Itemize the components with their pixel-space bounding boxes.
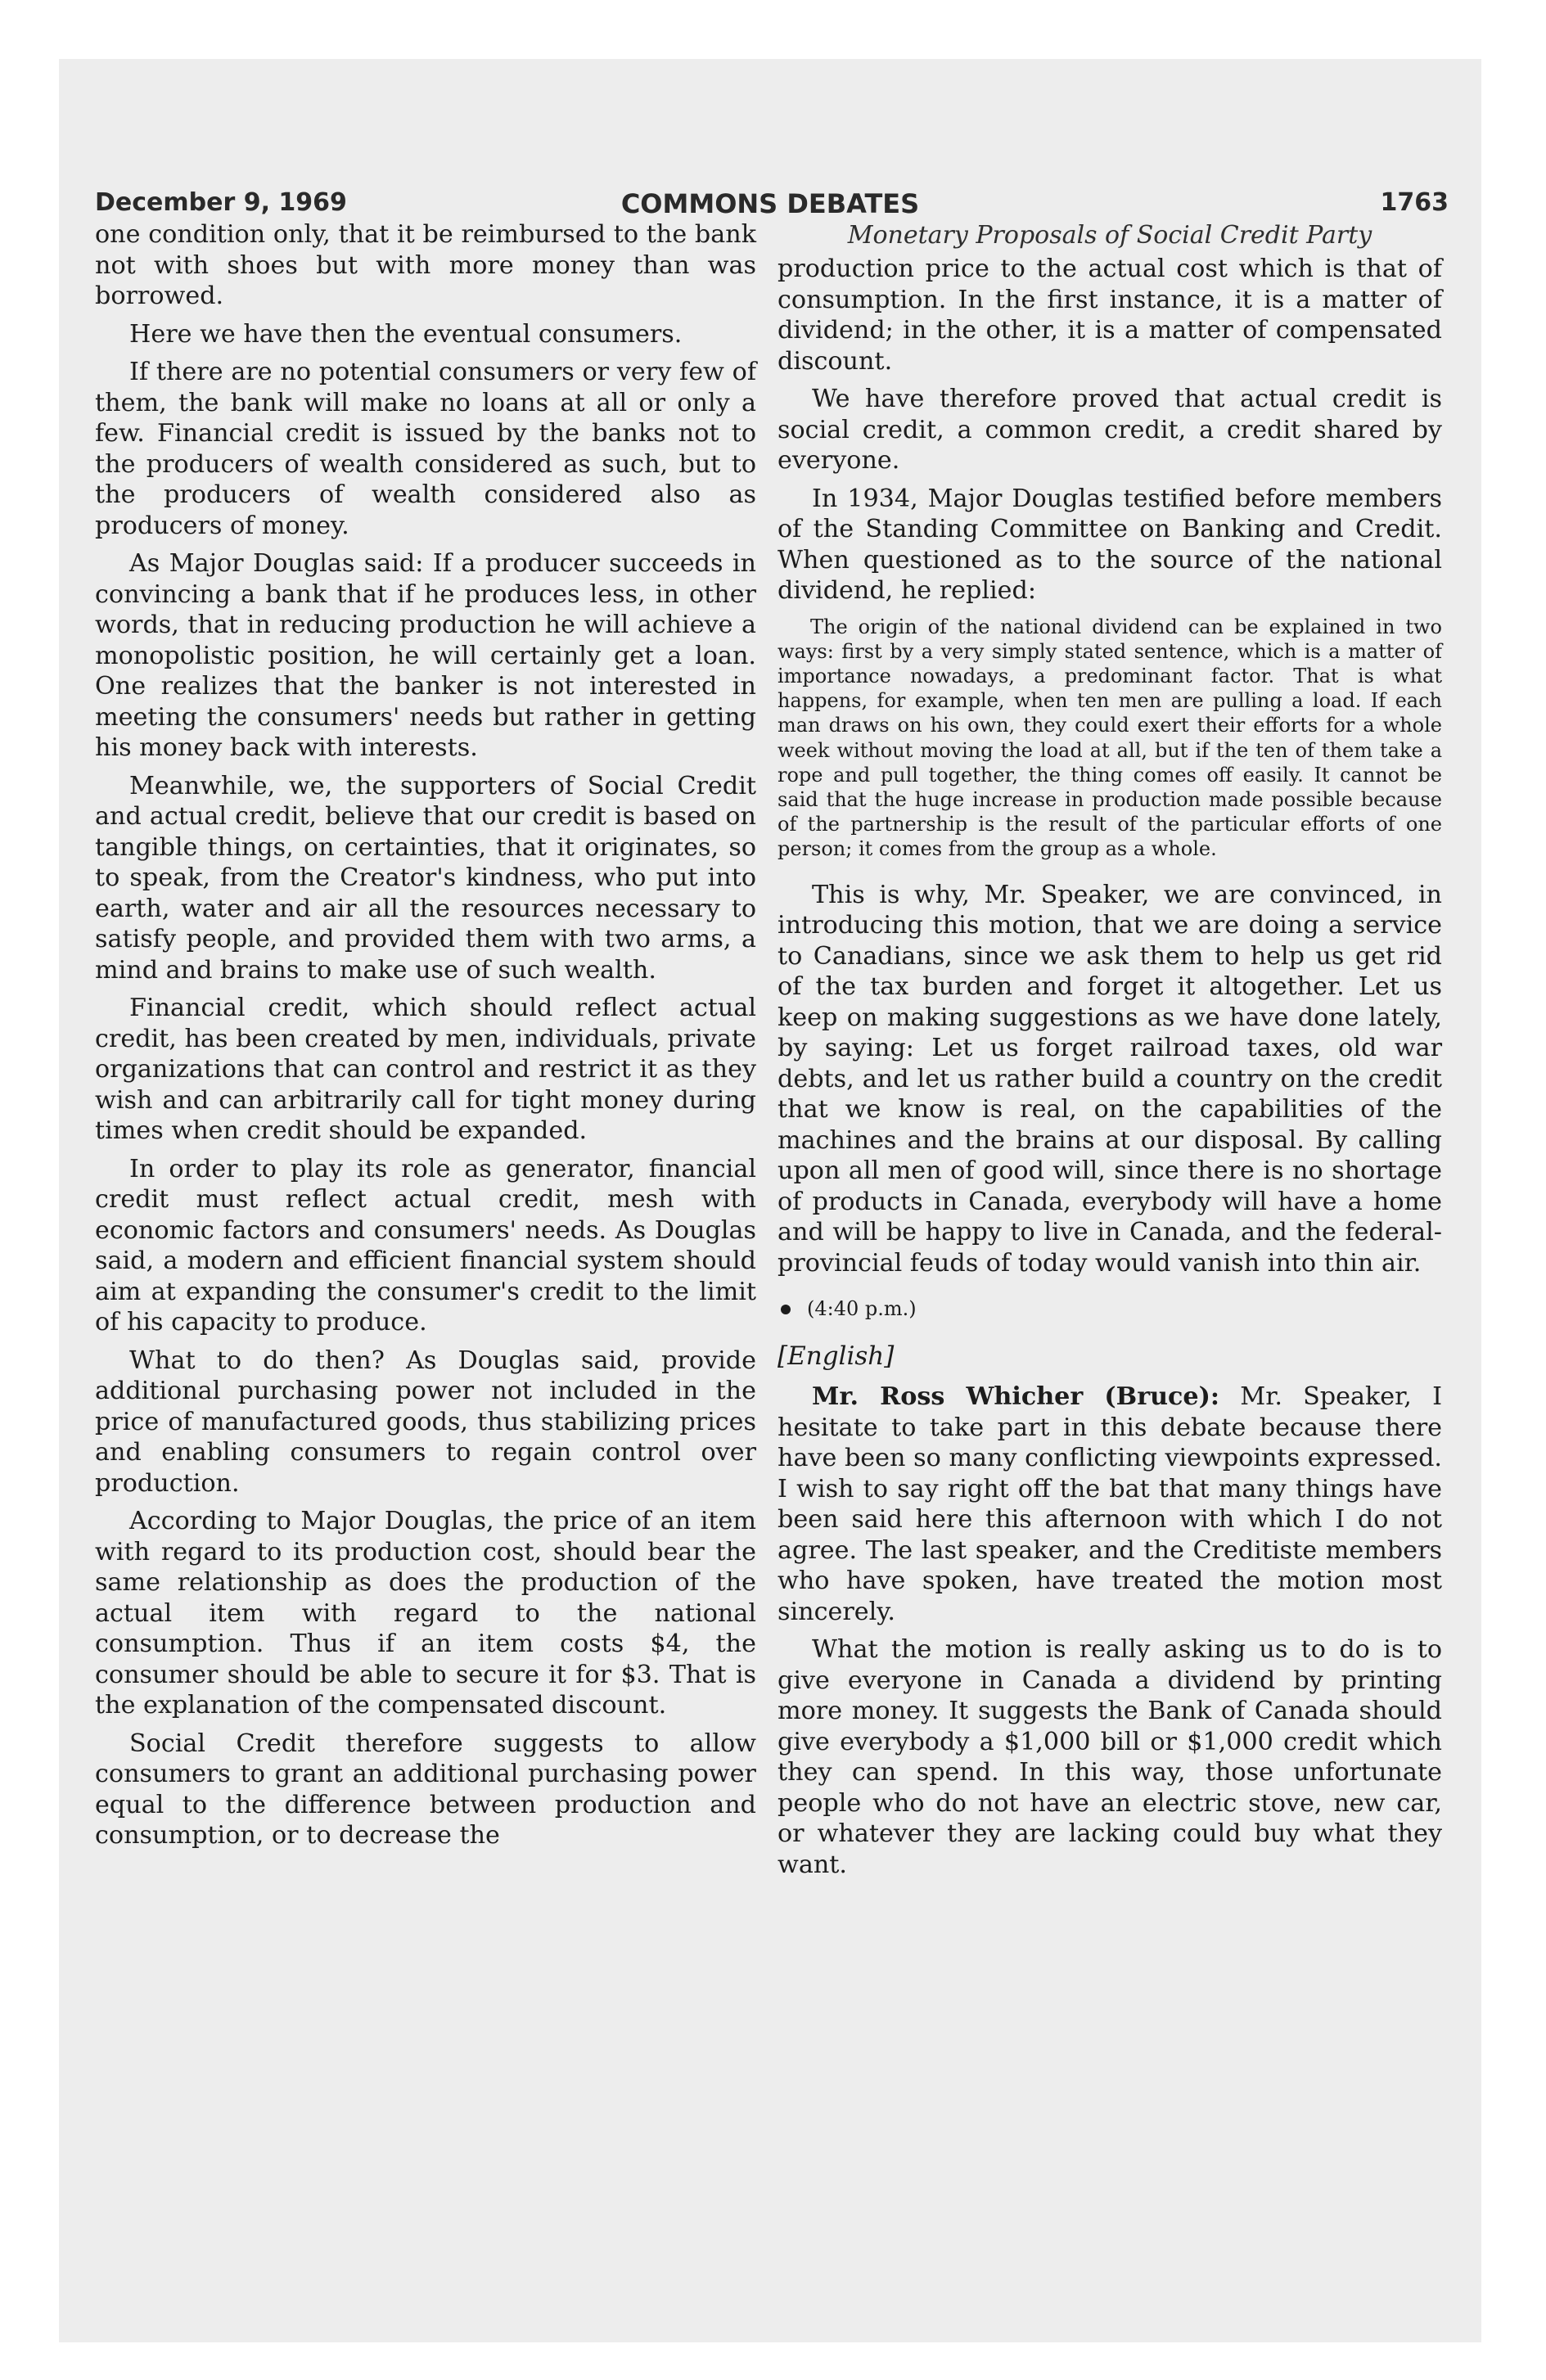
speaker-name: Mr. Ross Whicher (Bruce):	[812, 1382, 1220, 1412]
header-publication-title: COMMONS DEBATES	[620, 188, 920, 219]
right-paragraph-4: This is why, Mr. Speaker, we are convinced, in introducing this motion, that we are doing a service to Canadians, since we ask them to help us get rid of the tax burden and forget it altogether. Let us keep on making suggestions as we have done lately, by saying: Let us forget railroad taxes, old war debts, and let us rather build a country on the credit that we know is real, on the capabilities of the machines and the brains at our disposal. By calling upon all men of good will, since there is no shortage of products in Canada, everybody will have a home and will be happy to live in Canada, and the federal-provincial feuds of today would vanish into thin air.	[778, 880, 1442, 1278]
left-column	[95, 219, 756, 1859]
right-paragraph-1: production price to the actual cost which is that of consumption. In the first instance, it is a matter of dividend; in the other, it is a matter of compensated discount.	[778, 255, 1442, 376]
left-paragraph-1: one condition only, that it be reimbursed to the bank not with shoes but with more money than was borrowed.	[95, 220, 756, 310]
page-scan	[59, 59, 1481, 2342]
right-column	[778, 219, 1442, 1887]
left-paragraph-2: Here we have then the eventual consumers.	[129, 319, 683, 349]
speech-text-1: Mr. Speaker, I hesitate to take part in this debate because there have been so many conflicting viewpoints expressed. I wish to say right off the bat that many things have been said here this afternoon with which I do not agree. The last speaker, and the Creditiste members who have spoken, have treated the motion most sincerely.	[778, 1382, 1442, 1626]
speech-paragraph-1	[778, 1382, 1442, 1627]
bullet-icon	[781, 1305, 791, 1314]
left-paragraph-7: In order to play its role as generator, financial credit must reflect actual credit, mesh with economic factors and consumers' needs. As Douglas said, a modern and efficient financial system should aim at expanding the consumer's credit to the limit of his capacity to produce.	[95, 1154, 756, 1336]
header-page-number: 1763	[1380, 188, 1449, 217]
left-paragraph-6: Financial credit, which should reflect actual credit, has been created by men, individuals, private organizations that can control and restrict it as they wish and can arbitrarily call for tight money during times when credit should be expanded.	[95, 994, 756, 1145]
speech-paragraph-2: What the motion is really asking us to do is to give everyone in Canada a dividend by printing more money. It suggests the Bank of Canada should give everybody a $1,000 bill or $1,000 credit which they can spend. In this way, those unfortunate people who do not have an electric stove, new car, or whatever they are lacking could buy what they want.	[778, 1635, 1442, 1879]
left-paragraph-4: As Major Douglas said: If a producer succeeds in convincing a bank that if he produces less, in other words, that in reducing production he will achieve a monopolistic position, he will certainly get a loan. One realizes that the banker is not interested in meeting the consumers' needs but rather in getting his money back with interests.	[95, 549, 756, 762]
language-marker: [English]	[778, 1341, 895, 1372]
left-paragraph-10: Social Credit therefore suggests to allow consumers to grant an additional purchasing power equal to the difference between production and consumption, or to decrease the	[95, 1729, 756, 1850]
time-marker-text: (4:40 p.m.)	[807, 1297, 917, 1321]
block-quote: The origin of the national dividend can be explained in two ways: first by a very simply stated sentence, which is a matter of importance nowadays, a predominant factor. That is what happens, for example, when ten men are pulling a load. If each man draws on his own, they could exert their efforts for a whole week without moving the load at all, but if the ten of them take a rope and pull together, the thing comes off easily. It cannot be said that the huge increase in production made possible because of the partnership is the result of the particular efforts of one person; it comes from the group as a whole.	[778, 615, 1442, 861]
right-paragraph-3: In 1934, Major Douglas testified before members of the Standing Committee on Banking and Credit. When questioned as to the source of the national dividend, he replied:	[778, 484, 1442, 605]
header-date: December 9, 1969	[95, 188, 347, 217]
left-paragraph-8: What to do then? As Douglas said, provide additional purchasing power not included in the price of manufactured goods, thus stabilizing prices and enabling consumers to regain control over production.	[95, 1346, 756, 1498]
left-paragraph-3: If there are no potential consumers or very few of them, the bank will make no loans at all or only a few. Financial credit is issued by the banks not to the producers of wealth considered as such, but to the producers of wealth considered also as producers of money.	[95, 358, 756, 540]
left-paragraph-9: According to Major Douglas, the price of an item with regard to its production cost, should bear the same relationship as does the production of the actual item with regard to the national consumption. Thus if an item costs $4, the consumer should be able to secure it for $3. That is the explanation of the compensated discount.	[95, 1507, 756, 1720]
left-paragraph-5: Meanwhile, we, the supporters of Social Credit and actual credit, believe that our credit is based on tangible things, on certainties, that it originates, so to speak, from the Creator's kindness, who put into earth, water and air all the resources necessary to satisfy people, and provided them with two arms, a mind and brains to make use of such wealth.	[95, 771, 756, 985]
section-subheading: Monetary Proposals of Social Credit Party	[847, 221, 1372, 250]
right-paragraph-2: We have therefore proved that actual credit is social credit, a common credit, a credit shared by everyone.	[778, 385, 1442, 475]
time-marker	[778, 1296, 1442, 1321]
